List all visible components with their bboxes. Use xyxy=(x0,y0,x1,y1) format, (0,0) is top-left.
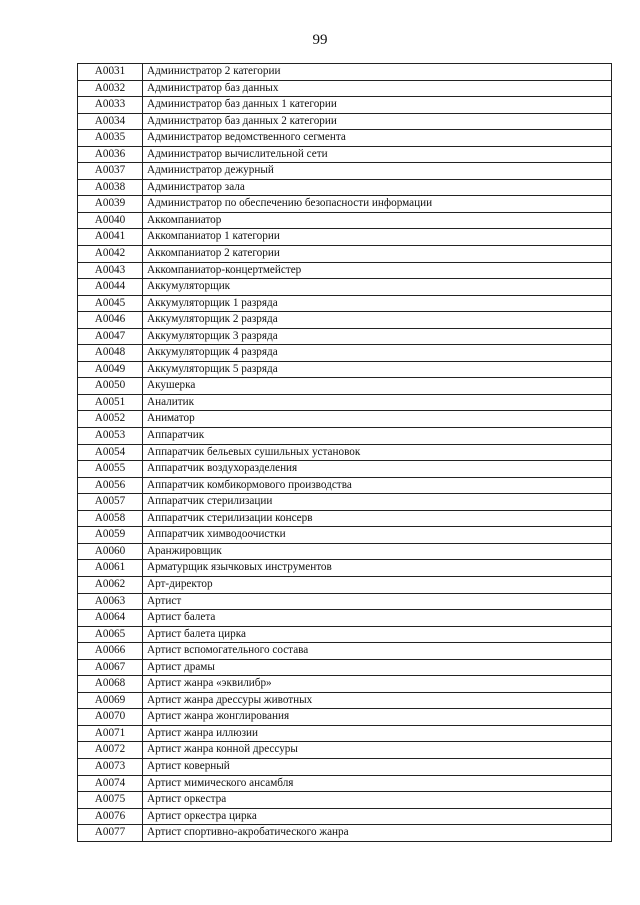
row-code: A0031 xyxy=(78,64,143,81)
table-row xyxy=(78,345,612,362)
row-name: Артист драмы xyxy=(143,659,612,676)
row-name: Аниматор xyxy=(143,411,612,428)
row-code: A0071 xyxy=(78,725,143,742)
table-row xyxy=(78,792,612,809)
table-row xyxy=(78,593,612,610)
row-code: A0063 xyxy=(78,593,143,610)
row-code: A0064 xyxy=(78,610,143,627)
table-row xyxy=(78,825,612,842)
row-name: Арт-директор xyxy=(143,576,612,593)
row-name: Артист xyxy=(143,593,612,610)
row-name: Администратор вычислительной сети xyxy=(143,146,612,163)
row-name: Аккумуляторщик 4 разряда xyxy=(143,345,612,362)
table-row xyxy=(78,477,612,494)
table-row xyxy=(78,775,612,792)
row-name: Администратор 2 категории xyxy=(143,64,612,81)
row-code: A0075 xyxy=(78,792,143,809)
table-row xyxy=(78,130,612,147)
row-name: Артист мимического ансамбля xyxy=(143,775,612,792)
table-row xyxy=(78,328,612,345)
row-name: Аккомпаниатор-концертмейстер xyxy=(143,262,612,279)
row-code: A0067 xyxy=(78,659,143,676)
table-row xyxy=(78,659,612,676)
row-name: Артист жанра «эквилибр» xyxy=(143,676,612,693)
row-name: Аккумуляторщик 2 разряда xyxy=(143,312,612,329)
row-name: Артист балета цирка xyxy=(143,626,612,643)
table-row xyxy=(78,246,612,263)
row-name: Аппаратчик воздухоразделения xyxy=(143,461,612,478)
table-row xyxy=(78,576,612,593)
row-name: Артист жанра дрессуры животных xyxy=(143,692,612,709)
row-name: Артист оркестра цирка xyxy=(143,808,612,825)
row-code: A0037 xyxy=(78,163,143,180)
row-name: Администратор по обеспечению безопасности информации xyxy=(143,196,612,213)
table-row xyxy=(78,428,612,445)
row-code: A0060 xyxy=(78,543,143,560)
row-code: A0077 xyxy=(78,825,143,842)
table-row xyxy=(78,97,612,114)
row-name: Артист жанра конной дрессуры xyxy=(143,742,612,759)
row-name: Арматурщик язычковых инструментов xyxy=(143,560,612,577)
row-code: A0046 xyxy=(78,312,143,329)
row-name: Артист коверный xyxy=(143,758,612,775)
occupation-table xyxy=(77,63,612,842)
row-name: Артист жанра иллюзии xyxy=(143,725,612,742)
row-code: A0033 xyxy=(78,97,143,114)
row-name: Аккумуляторщик 1 разряда xyxy=(143,295,612,312)
table-row xyxy=(78,758,612,775)
table-row xyxy=(78,163,612,180)
row-code: A0053 xyxy=(78,428,143,445)
page-number: 99 xyxy=(312,32,328,48)
row-code: A0059 xyxy=(78,527,143,544)
table-row xyxy=(78,444,612,461)
table-row xyxy=(78,361,612,378)
row-code: A0068 xyxy=(78,676,143,693)
table-row xyxy=(78,709,612,726)
row-name: Администратор баз данных xyxy=(143,80,612,97)
table-row xyxy=(78,179,612,196)
table-row xyxy=(78,113,612,130)
row-name: Аппаратчик стерилизации xyxy=(143,494,612,511)
row-name: Акушерка xyxy=(143,378,612,395)
row-name: Аккумуляторщик xyxy=(143,279,612,296)
table-row xyxy=(78,279,612,296)
row-code: A0070 xyxy=(78,709,143,726)
table-row xyxy=(78,146,612,163)
table-row xyxy=(78,543,612,560)
table-row xyxy=(78,212,612,229)
row-code: A0052 xyxy=(78,411,143,428)
table-body xyxy=(78,64,612,842)
table-row xyxy=(78,312,612,329)
table-row xyxy=(78,676,612,693)
row-name: Аналитик xyxy=(143,394,612,411)
table-row xyxy=(78,64,612,81)
row-name: Аппаратчик комбикормового производства xyxy=(143,477,612,494)
row-code: A0072 xyxy=(78,742,143,759)
row-code: A0061 xyxy=(78,560,143,577)
row-name: Аранжировщик xyxy=(143,543,612,560)
row-code: A0058 xyxy=(78,510,143,527)
table-row xyxy=(78,229,612,246)
row-code: A0056 xyxy=(78,477,143,494)
table-row xyxy=(78,560,612,577)
row-code: A0047 xyxy=(78,328,143,345)
table-row xyxy=(78,808,612,825)
row-code: A0066 xyxy=(78,643,143,660)
table-row xyxy=(78,461,612,478)
row-code: A0044 xyxy=(78,279,143,296)
row-name: Артист вспомогательного состава xyxy=(143,643,612,660)
table-row xyxy=(78,742,612,759)
row-code: A0057 xyxy=(78,494,143,511)
table-row xyxy=(78,394,612,411)
row-code: A0055 xyxy=(78,461,143,478)
table-row xyxy=(78,262,612,279)
row-name: Артист спортивно-акробатического жанра xyxy=(143,825,612,842)
row-name: Аккумуляторщик 5 разряда xyxy=(143,361,612,378)
row-name: Аппаратчик xyxy=(143,428,612,445)
table-row xyxy=(78,196,612,213)
row-name: Администратор баз данных 1 категории xyxy=(143,97,612,114)
table-row xyxy=(78,692,612,709)
row-code: A0049 xyxy=(78,361,143,378)
row-code: A0076 xyxy=(78,808,143,825)
table-row xyxy=(78,510,612,527)
row-code: A0062 xyxy=(78,576,143,593)
row-name: Аппаратчик стерилизации консерв xyxy=(143,510,612,527)
row-name: Аппаратчик химводоочистки xyxy=(143,527,612,544)
row-name: Аккомпаниатор xyxy=(143,212,612,229)
table-row xyxy=(78,411,612,428)
row-code: A0034 xyxy=(78,113,143,130)
row-code: A0069 xyxy=(78,692,143,709)
row-code: A0043 xyxy=(78,262,143,279)
row-name: Администратор зала xyxy=(143,179,612,196)
table-row xyxy=(78,610,612,627)
table-row xyxy=(78,725,612,742)
row-code: A0065 xyxy=(78,626,143,643)
row-name: Аккумуляторщик 3 разряда xyxy=(143,328,612,345)
row-code: A0036 xyxy=(78,146,143,163)
row-name: Аккомпаниатор 2 категории xyxy=(143,246,612,263)
row-name: Администратор ведомственного сегмента xyxy=(143,130,612,147)
row-name: Артист балета xyxy=(143,610,612,627)
row-code: A0042 xyxy=(78,246,143,263)
row-name: Аппаратчик бельевых сушильных установок xyxy=(143,444,612,461)
row-name: Администратор дежурный xyxy=(143,163,612,180)
table-row xyxy=(78,527,612,544)
row-code: A0074 xyxy=(78,775,143,792)
table-row xyxy=(78,378,612,395)
row-code: A0038 xyxy=(78,179,143,196)
row-name: Аккомпаниатор 1 категории xyxy=(143,229,612,246)
table-row xyxy=(78,80,612,97)
row-code: A0051 xyxy=(78,394,143,411)
row-code: A0032 xyxy=(78,80,143,97)
row-code: A0040 xyxy=(78,212,143,229)
table-row xyxy=(78,494,612,511)
table-row xyxy=(78,643,612,660)
row-name: Артист оркестра xyxy=(143,792,612,809)
row-code: A0073 xyxy=(78,758,143,775)
table-row xyxy=(78,295,612,312)
row-code: A0045 xyxy=(78,295,143,312)
row-code: A0054 xyxy=(78,444,143,461)
row-code: A0035 xyxy=(78,130,143,147)
row-code: A0050 xyxy=(78,378,143,395)
row-code: A0039 xyxy=(78,196,143,213)
table-row xyxy=(78,626,612,643)
row-name: Администратор баз данных 2 категории xyxy=(143,113,612,130)
row-name: Артист жанра жонглирования xyxy=(143,709,612,726)
row-code: A0041 xyxy=(78,229,143,246)
row-code: A0048 xyxy=(78,345,143,362)
